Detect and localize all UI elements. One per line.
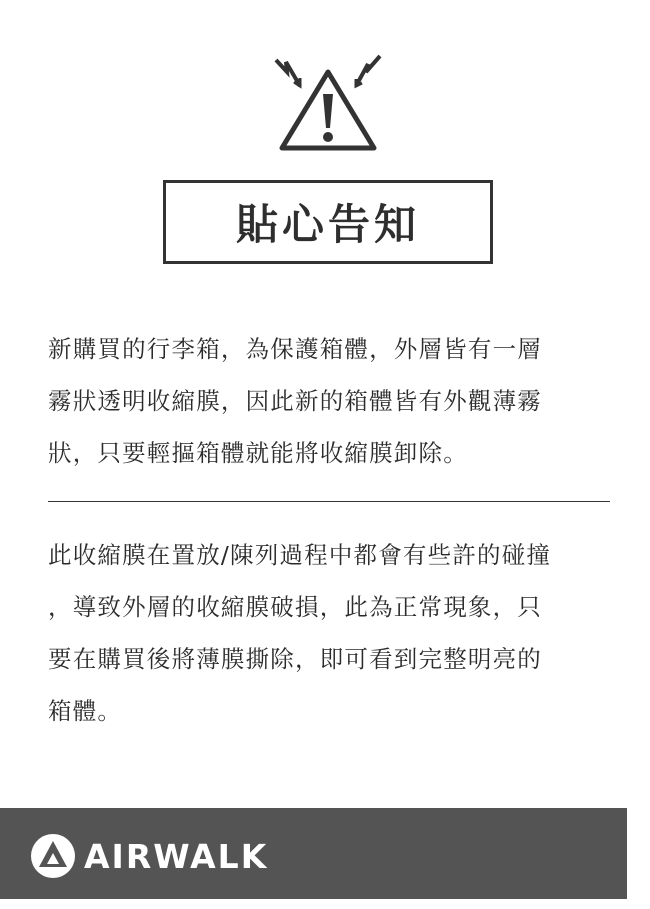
- paragraph-2-line: 此收縮膜在置放/陳列過程中都會有些許的碰撞: [48, 541, 552, 569]
- notice-title-box: [163, 180, 493, 264]
- divider: [48, 501, 610, 502]
- paragraph-1-line: 狀，只要輕摳箱體就能將收縮膜卸除。: [48, 439, 468, 467]
- footer-banner: [0, 808, 627, 899]
- paragraph-1: [48, 323, 613, 479]
- brand-name: AIRWALK: [84, 836, 269, 876]
- paragraph-2: [48, 529, 613, 737]
- airwalk-logo-icon: [30, 833, 76, 879]
- paragraph-2-line: ，導致外層的收縮膜破損，此為正常現象，只: [48, 593, 542, 621]
- brand-logo: [30, 833, 268, 879]
- paragraph-2-line: 要在購買後將薄膜撕除，即可看到完整明亮的: [48, 645, 542, 673]
- paragraph-2-line: 箱體。: [48, 697, 123, 725]
- paragraph-1-line: 新購買的行李箱，為保護箱體，外層皆有一層: [48, 335, 542, 363]
- notice-title: 貼心告知: [235, 200, 420, 249]
- warning-triangle-icon: [270, 52, 382, 152]
- paragraph-1-line: 霧狀透明收縮膜，因此新的箱體皆有外觀薄霧: [48, 387, 542, 415]
